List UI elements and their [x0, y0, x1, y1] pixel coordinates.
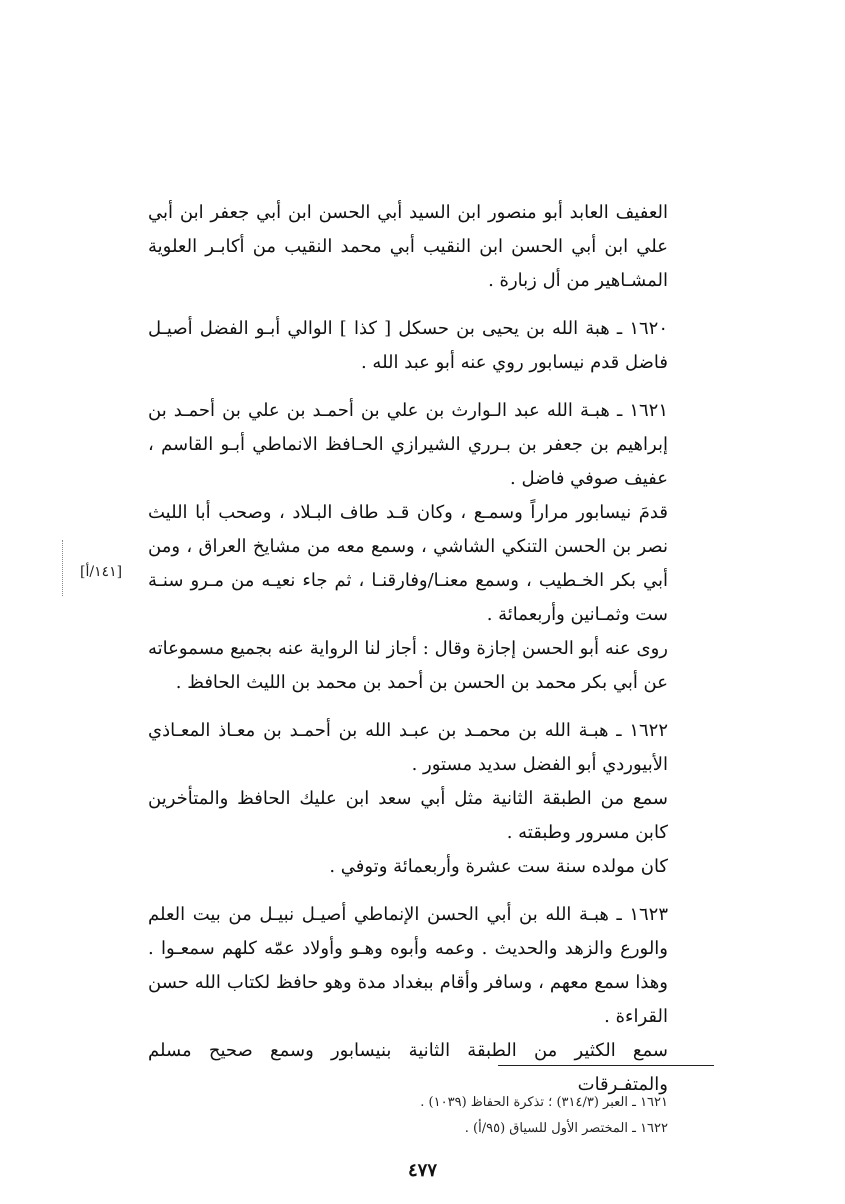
footnote-separator	[498, 1065, 714, 1066]
footnote-1622: ١٦٢٢ ـ المختصر الأول للسياق (٩٥/أ) .	[464, 1121, 668, 1136]
entry-1623: ١٦٢٣ ـ هبـة الله بن أبي الحسن الإنماطي أصيـل نبيـل من بيت العلم والورع والزهد والحديث . وعمه وأبوه وهـو وأولاد عمّه كلهم سمعـوا . وهذا سمع معهم ، وسافر وأقام ببغداد مدة وهو حافظ لكتاب الله حسن القراءة .	[148, 904, 668, 1027]
entry-1621-narration: روى عنه أبو الحسن إجازة وقال : أجاز لنا الرواية عنه بجميع مسموعاته عن أبي بكر محمد بن الحسن بن أحمد بن محمد بن الليث الحافظ .	[148, 638, 668, 693]
paragraph-continuation: العفيف العابد أبو منصور ابن السيد أبي الحسن ابن أبي جعفر ابن أبي علي ابن أبي الحسن ابن النقيب أبي محمد النقيب من أكابـر العلوية المشـاهير من أل زبارة .	[148, 202, 668, 291]
main-text	[148, 196, 668, 1102]
margin-marker	[62, 540, 65, 596]
entry-1621-detail: قدمَ نيسابور مراراً وسمـع ، وكان قـد طاف البـلاد ، وصحب أبا الليث نصر بن الحسن التنكي الشاشي ، وسمع معه من مشايخ العراق ، ومن أبي بكر الخـطيب ، وسمع معنـا/وفارقنـا ، ثم جاء نعيـه من مـرو سنـة ست وثمـانين وأربعمائة .	[148, 502, 668, 625]
entry-1622-birth: كان مولده سنة ست عشرة وأربعمائة وتوفي .	[329, 856, 668, 877]
entry-1621: ١٦٢١ ـ هبـة الله عبد الـوارث بن علي بن أحمـد بن علي بن أحمـد بن إبراهيم بن جعفر بن بـرري الشيرازي الحـافظ الانماطي أبـو القاسم ، عفيف صوفي فاضل .	[148, 400, 668, 489]
entry-1620: ١٦٢٠ ـ هبة الله بن يحيى بن حسكل [ كذا ] الوالي أبـو الفضل أصيـل فاضل قدم نيسابور روي عنه أبو عبد الله .	[148, 318, 668, 373]
entry-1623-detail: سمع الكثير من الطبقة الثانية بنيسابور وسمع صحيح مسلم والمتفـرقات	[148, 1040, 668, 1095]
page-number: ٤٧٧	[407, 1160, 437, 1181]
footnotes	[330, 1090, 668, 1142]
footnote-1621: ١٦٢١ ـ العبر (٣١٤/٣) ؛ تذكرة الحفاظ (١٠٣٩) .	[420, 1095, 668, 1110]
folio-reference: [١٤١/أ]	[80, 564, 123, 580]
entry-1622-detail: سمع من الطبقة الثانية مثل أبي سعد ابن عليك الحافظ والمتأخرين كابن مسرور وطبقته .	[148, 788, 668, 843]
entry-1622: ١٦٢٢ ـ هبـة الله بن محمـد بن عبـد الله بن أحمـد بن معـاذ المعـاذي الأبيوردي أبو الفضل سديد مستور .	[148, 720, 668, 775]
